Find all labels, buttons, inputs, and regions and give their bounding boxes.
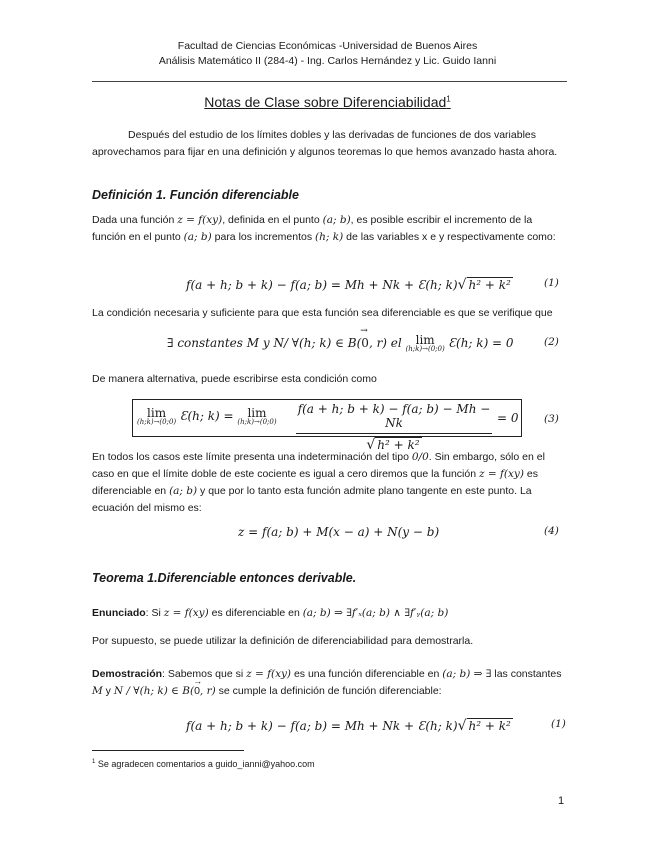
- equation-3-rhs: = 0: [497, 411, 519, 425]
- theorem-support-paragraph: Por supuesto, se puede utilizar la definición de diferenciabilidad para demostrarla.: [92, 635, 474, 647]
- text: es diferenciable en: [92, 468, 538, 497]
- equation-1-sqrt: h² + k²: [468, 278, 511, 292]
- equation-2-part-c: Ɛ(h; k) = 0: [444, 336, 514, 350]
- text: para los incrementos: [211, 231, 316, 243]
- theorem-heading: Teorema 1.Diferenciable entonces derivable.: [92, 571, 357, 585]
- equation-2-part-a: ∃ constantes M y N/ ∀(h; k) ∈ B(: [167, 336, 362, 350]
- text: se cumple la definición de función diferenciable:: [215, 685, 442, 697]
- definition-heading: Definición 1. Función diferenciable: [92, 188, 299, 202]
- footnote: [92, 759, 315, 769]
- text: las constantes: [491, 668, 562, 680]
- math-inline: z = f(xy): [246, 668, 292, 680]
- theorem-statement: [92, 605, 564, 622]
- math-inline: N / ∀(h; k) ∈ B(: [113, 685, 195, 697]
- math-inline: z = f(xy): [163, 607, 209, 619]
- equation-3-number: (3): [544, 413, 559, 425]
- equation-3-fraction: [290, 402, 498, 453]
- text: , definida en el punto: [222, 214, 323, 226]
- math-inline: (a; b) ⇒ ∃: [442, 668, 492, 680]
- zero-vector: 0 →: [194, 683, 200, 700]
- title-footnote-mark: 1: [446, 94, 451, 104]
- text: y que por lo tanto esta función admite plano tangente en este punto. La ecuación del mismo es:: [92, 485, 532, 514]
- text: : Si: [145, 607, 164, 619]
- demonstration-paragraph: [92, 666, 564, 700]
- page-title: [0, 94, 655, 110]
- equation-1: f(a + h; b + k) − f(a; b) = Mh + Nk + Ɛ(h; k)√ h² + k²: [186, 277, 511, 293]
- fraction-denominator: √ h² + k²: [366, 437, 420, 453]
- math-inline: (a; b): [183, 231, 212, 243]
- zero-vector: 0 →: [361, 336, 369, 350]
- enunciado-label: Enunciado: [92, 607, 146, 619]
- header-rule: [92, 81, 567, 82]
- math-inline: (h; k): [315, 231, 344, 243]
- equation-5-sqrt: h² + k²: [468, 719, 511, 733]
- equation-2-part-b: , r) el: [368, 336, 406, 350]
- equation-2-number: (2): [544, 336, 559, 348]
- equation-2: [167, 334, 514, 353]
- text: . Sin embargo, sólo en el caso en que el límite doble de este cociente es igual a cero diremos que la función: [92, 451, 545, 480]
- text: Dada una función: [92, 214, 178, 226]
- fraction-bar: [296, 433, 492, 434]
- equation-3-left: [137, 407, 277, 426]
- math-inline: M: [92, 685, 103, 697]
- math-inline: 0/0: [411, 451, 429, 463]
- text: de las variables x e y respectivamente como:: [343, 231, 556, 243]
- footnote-rule: [92, 750, 244, 751]
- equation-1-body: f(a + h; b + k) − f(a; b) = Mh + Nk + Ɛ(h; k): [186, 278, 458, 292]
- title-text: Notas de Clase sobre Diferenciabilidad: [204, 94, 447, 110]
- text: es una función diferenciable en: [291, 668, 443, 680]
- limit-operator: lim (h;k)→(0;0): [405, 333, 445, 353]
- text: , es posible escribir el incremento de la función en el punto: [92, 214, 533, 243]
- equation-3-lhs: Ɛ(h; k) =: [180, 409, 234, 423]
- footnote-text: Se agradecen comentarios a guido_ianni@yahoo.com: [95, 759, 315, 769]
- definition-paragraph-3: De manera alternativa, puede escribirse esta condición como: [92, 373, 377, 385]
- definition-paragraph-1: [92, 212, 564, 246]
- equation-4-number: (4): [544, 525, 559, 537]
- equation-5-number: (1): [551, 718, 566, 730]
- equation-4: z = f(a; b) + M(x − a) + N(y − b): [238, 525, 440, 539]
- equation-1-number: (1): [544, 277, 559, 289]
- header-line-2: Análisis Matemático II (284-4) - Ing. Carlos Hernández y Lic. Guido Ianni: [158, 55, 497, 67]
- math-inline: z = f(xy): [177, 214, 223, 226]
- page-number: 1: [558, 795, 565, 807]
- math-inline: (a; b): [169, 485, 198, 497]
- text: : Sabemos que si: [162, 668, 247, 680]
- equation-5-body: f(a + h; b + k) − f(a; b) = Mh + Nk + Ɛ(h; k): [186, 719, 458, 733]
- header-line-1: Facultad de Ciencias Económicas -Universidad de Buenos Aires: [177, 40, 478, 52]
- limit-operator: lim (h;k)→(0;0): [137, 406, 177, 426]
- definition-paragraph-4: [92, 449, 564, 517]
- definition-paragraph-2: La condición necesaria y suficiente para que esta función sea diferenciable es que se verifique que: [92, 307, 553, 319]
- demostracion-label: Demostración: [92, 668, 163, 680]
- intro-paragraph: Después del estudio de los límites dobles y las derivadas de funciones de dos variables aprovechamos para fijar en una definición y algunos teoremas lo que hemos avanzado hasta ahora.: [92, 129, 558, 158]
- math-inline: , r): [199, 685, 216, 697]
- footnote-mark: 1: [92, 759, 96, 765]
- fraction-numerator: f(a + h; b + k) − f(a; b) − Mh − Nk: [297, 402, 491, 430]
- limit-operator: lim (h;k)→(0;0): [237, 406, 277, 426]
- math-inline: (a; b) ⇒ ∃f′ₓ(a; b) ∧ ∃f′ᵧ(a; b): [302, 607, 449, 619]
- equation-5: f(a + h; b + k) − f(a; b) = Mh + Nk + Ɛ(h; k)√ h² + k²: [186, 718, 511, 734]
- text: es diferenciable en: [208, 607, 303, 619]
- math-inline: (a; b): [322, 214, 351, 226]
- math-inline: z = f(xy): [479, 468, 524, 480]
- text: y: [102, 685, 114, 697]
- text: En todos los casos este límite presenta una indeterminación del tipo: [92, 451, 412, 463]
